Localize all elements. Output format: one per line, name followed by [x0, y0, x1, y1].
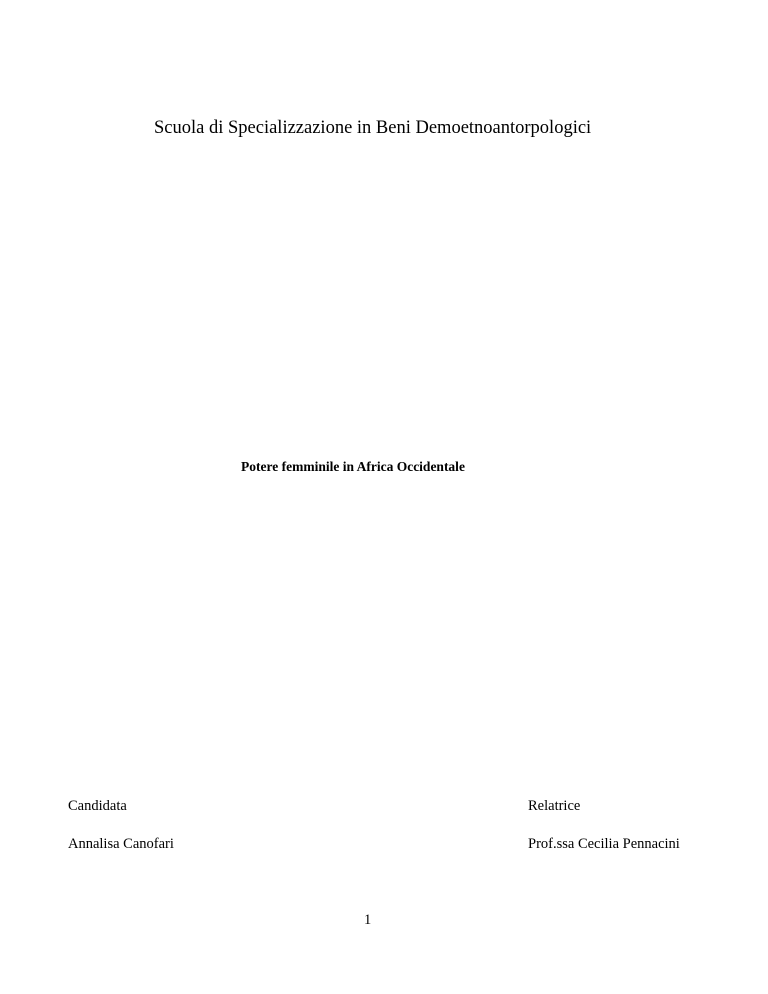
thesis-title: Potere femminile in Africa Occidentale	[241, 459, 465, 474]
page-number: 1	[364, 912, 372, 928]
supervisor-label: Relatrice	[528, 798, 581, 814]
candidate-label: Candidata	[68, 798, 127, 814]
supervisor-name: Prof.ssa Cecilia Pennacini	[528, 836, 680, 852]
candidate-name: Annalisa Canofari	[68, 836, 174, 852]
institution-name: Scuola di Specializzazione in Beni Demoetnoantorpologici	[154, 118, 592, 138]
